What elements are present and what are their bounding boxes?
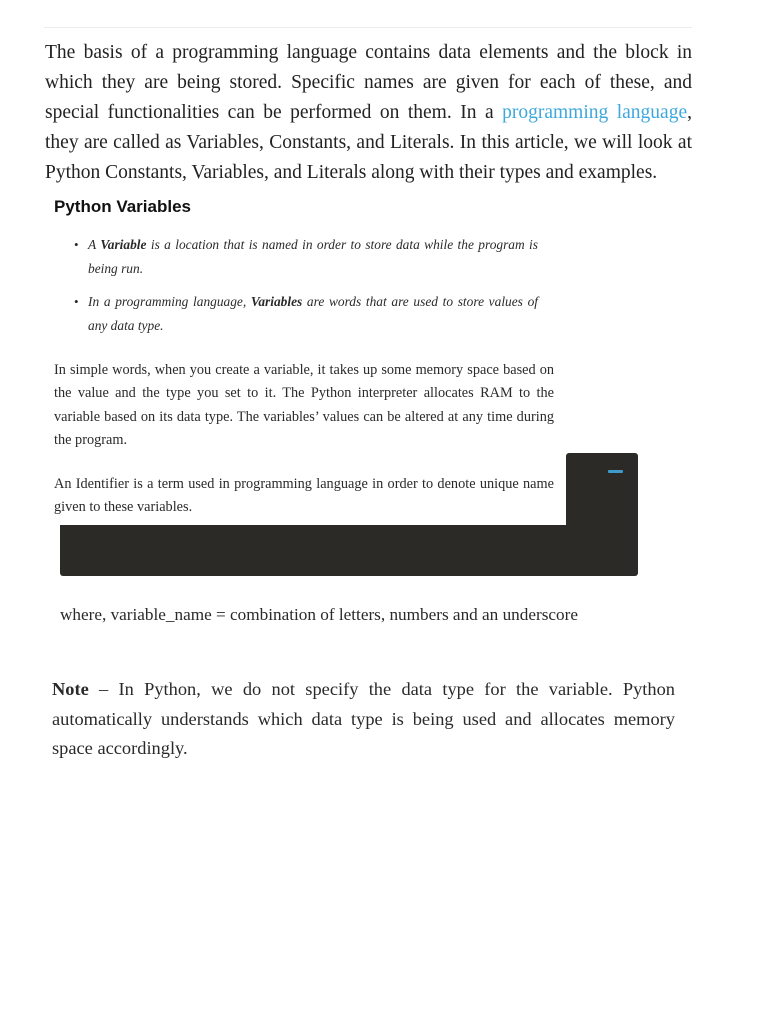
bullet-lead: In a programming language,	[88, 294, 251, 309]
bullet-icon: •	[74, 237, 79, 252]
bullet-lead: A	[88, 237, 101, 252]
intro-paragraph	[45, 38, 692, 188]
note-paragraph	[52, 675, 675, 764]
programming-language-link[interactable]: programming language	[502, 102, 688, 123]
where-caption: where, variable_name = combination of letters, numbers and an underscore	[60, 605, 578, 624]
note-label: Note	[52, 679, 89, 699]
variable-definition-list	[74, 233, 538, 347]
intro-text-end: , they are called as Variables, Constants, and Literals. In this article, we will look at Python Constants, Variables, and Literals along with their types and examples.	[45, 102, 692, 183]
top-divider	[44, 27, 692, 28]
bullet-keyword: Variable	[100, 237, 147, 252]
list-item	[74, 233, 538, 280]
code-block	[60, 525, 638, 576]
section-heading: Python Variables	[54, 197, 191, 216]
memory-explanation-paragraph: In simple words, when you create a variable, it takes up some memory space based on the value and the type you set to it. The Python interpreter allocates RAM to the variable based on its data type. The variables’ values can be altered at any time during the program.	[54, 362, 554, 448]
note-text: – In Python, we do not specify the data type for the variable. Python automatically understands which data type is being used and allocates memory space accordingly.	[52, 679, 675, 758]
intro-text-start: The basis of a programming language contains data elements and the block in which they are being stored. Specific names are given for each of these, and special functionalities can be performed on them. In a	[45, 42, 692, 123]
code-block-top	[566, 453, 638, 527]
bullet-keyword: Variables	[250, 294, 303, 309]
bullet-rest: is a location that is named in order to store data while the program is being run.	[88, 237, 538, 276]
identifier-paragraph: An Identifier is a term used in programming language in order to denote unique name given to these variables.	[54, 476, 554, 516]
bullet-rest: are words that are used to store values of any data type.	[88, 294, 538, 333]
bullet-icon: •	[74, 294, 79, 309]
list-item	[74, 290, 538, 337]
code-block-minus-icon[interactable]	[608, 470, 623, 473]
